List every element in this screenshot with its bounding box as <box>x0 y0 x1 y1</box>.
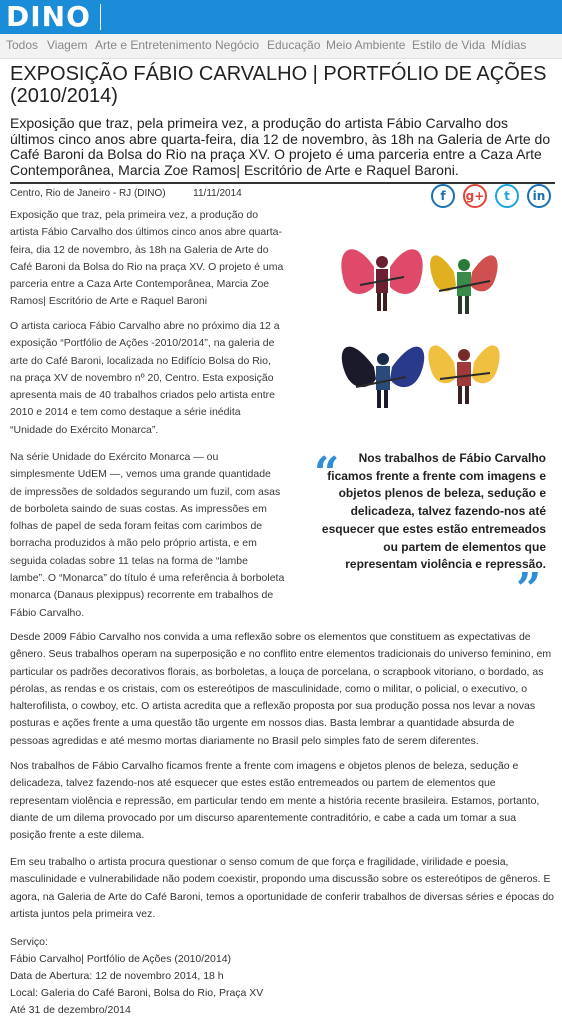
article-meta <box>10 188 242 199</box>
article-date: 11/11/2014 <box>193 188 242 199</box>
service-line-2: Data de Abertura: 12 de novembro 2014, 18 h <box>10 970 224 982</box>
nav-item-midias[interactable]: Mídias <box>491 38 527 52</box>
article-location: Centro, Rio de Janeiro - RJ (DINO) <box>10 188 166 199</box>
paragraph-2: O artista carioca Fábio Carvalho abre no próximo dia 12 a exposição “Portfólio de Ações -2010/2014”, na galeria de arte do Café Baroni, localizada no Edifício Bolsa do Rio, na praça XV de novembro nº 20, Centro. Esta exposição apresenta mais de 40 trabalhos criados pelo artista entre 2010 e 2014 e tem como destaque a série inédita “Unidade do Exército Monarca”. <box>10 320 280 436</box>
paragraph-6: Em seu trabalho o artista procura questionar o senso comum de que força e fragilidade, virilidade e poesia, masculinidade e vulnerabilidade não podem coexistir, propondo uma discussão sobre os estereótipos de gêneros. E agora, na Galeria de Arte do Café Baroni, temos a oportunidade de conferir trabalhos de diversas séries e épocas do artista juntos pela primeira vez. <box>10 856 554 920</box>
googleplus-share-button[interactable] <box>463 184 487 208</box>
paragraph-3: Na série Unidade do Exército Monarca — ou simplesmente UdEM —, vemos uma grande quantidade de impressões de soldados segurando um fuzil, com asas de borboleta saindo de suas costas. As impressões em folhas de papel de seda foram feitas com carimbos de borracha produzidos à mão pelo próprio artista, e em seguida coladas sobre 11 telas na forma de “lambe lambe”. O “Monarca” do título é uma referência à borboleta monarca (Danaus plexippus) recorrente em trabalhos de Fábio Carvalho. <box>10 451 285 619</box>
nav-item-todos[interactable]: Todos <box>6 38 39 52</box>
service-line-3: Local: Galeria do Café Baroni, Bolsa do Rio, Praça XV <box>10 987 264 999</box>
service-line-1: Fábio Carvalho| Portfólio de Ações (2010/2014) <box>10 953 232 965</box>
article-lead: Exposição que traz, pela primeira vez, a produção do artista Fábio Carvalho dos últimos cinco anos abre quarta-feira, dia 12 de novembro, às 18h na Galeria de Arte do Café Baroni da Bolsa do Rio na praça XV. O projeto é uma parceria entre a Caza Arte Contemporânea, Marcia Zoe Ramos| Escritório de Arte e Raquel Baroni. <box>10 115 551 178</box>
pull-quote-text: Nos trabalhos de Fábio Carvalho ficamos frente a frente com imagens e objetos plenos de beleza, sedução e delicadeza, talvez fazendo-nos até esquecer que estes estão entremeados ou partem de elementos que representam violência e repressão. <box>321 451 546 572</box>
service-heading: Serviço: <box>10 936 48 948</box>
site-logo[interactable]: DINO <box>6 0 91 33</box>
service-line-4: Até 31 de dezembro/2014 <box>10 1004 131 1016</box>
facebook-share-button[interactable] <box>431 184 455 208</box>
twitter-share-button[interactable] <box>495 184 519 208</box>
article-title: EXPOSIÇÃO FÁBIO CARVALHO | PORTFÓLIO DE AÇÕES (2010/2014) <box>10 63 547 107</box>
twitter-icon: t <box>504 189 510 203</box>
linkedin-icon: in <box>532 189 546 203</box>
open-quote-icon: “ <box>314 448 340 499</box>
paragraph-4: Desde 2009 Fábio Carvalho nos convida a uma reflexão sobre os elementos que constituem as expectativas de gênero. Seus trabalhos operam na superposição e no conflito entre elementos tradicionais do universo feminino, em particular os padrões decorativos florais, as borboletas, a louça de porcelana, o scrapbook vitoriano, o bordado, as pérolas, as rendas e os cristais, com os estereótipos de masculinidade, como o militar, o policial, o executivo, o halterofilista, o cowboy, etc. O artista acredita que a reflexão proposta por sua produção possa nos levar a novas posturas e ações frente a uma questão tão urgente em nossos dias. Basta lembrar a quantidade absurda de pessoas agredidas e até mesmo mortas diariamente no Brasil pelo simples fato de serem diferentes. <box>10 631 552 747</box>
nav-item-arte[interactable]: Arte e Entretenimento <box>95 38 212 52</box>
header-divider <box>100 4 101 30</box>
nav-item-negocio[interactable]: Negócio <box>215 38 260 52</box>
paragraph-1: Exposição que traz, pela primeira vez, a produção do artista Fábio Carvalho dos últimos cinco anos abre quarta-feira, dia 12 de novembro, às 18h na Galeria de Arte do Café Baroni da Bolsa do Rio na praça XV. O projeto é uma parceria entre a Caza Arte Contemporânea, Marcia Zoe Ramos| Escritório de Arte e Raquel Baroni <box>10 209 284 308</box>
nav-item-estilo-de-vida[interactable]: Estilo de Vida <box>412 38 486 52</box>
nav-item-educacao[interactable]: Educação <box>267 38 321 52</box>
top-bar <box>0 0 562 34</box>
facebook-icon: f <box>440 189 446 203</box>
nav-item-meio-ambiente[interactable]: Meio Ambiente <box>326 38 406 52</box>
linkedin-share-button[interactable] <box>527 184 551 208</box>
nav-item-viagem[interactable]: Viagem <box>47 38 88 52</box>
article-image[interactable] <box>294 227 556 427</box>
googleplus-icon: g+ <box>465 189 485 203</box>
category-nav <box>0 34 562 59</box>
paragraph-5: Nos trabalhos de Fábio Carvalho ficamos frente a frente com imagens e objetos plenos de beleza, sedução e delicadeza, talvez fazendo-nos até esquecer que estes estão entremeados ou partem de elementos que representam violência e repressão, em particular tendo em mente a história recente brasileira. Estamos, portanto, diante de um dilema provocado por um discurso aparentemente contraditório, e cabe a cada um tomar a sua posição frente a este dilema. <box>10 760 540 842</box>
butterfly-soldiers-artwork <box>294 227 556 427</box>
close-quote-icon: ” <box>516 564 542 615</box>
pull-quote <box>310 448 550 615</box>
